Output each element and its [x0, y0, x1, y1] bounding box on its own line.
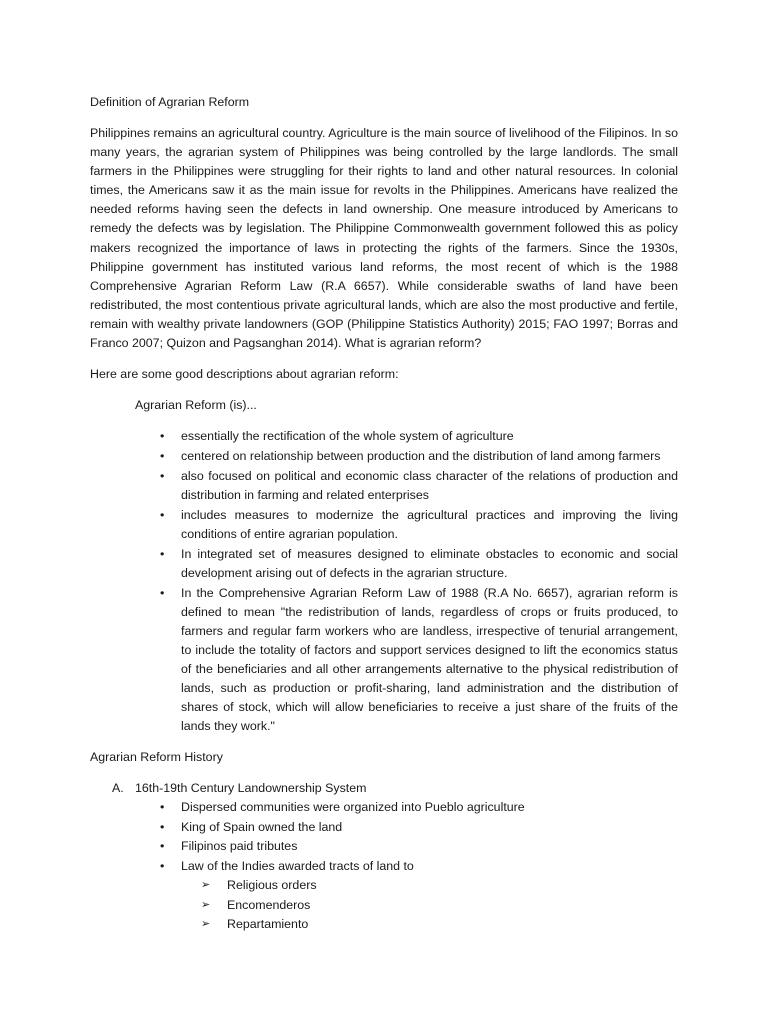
list-item-text: essentially the rectification of the whole system of agriculture	[181, 429, 514, 444]
list-item-text: Law of the Indies awarded tracts of land to	[181, 858, 414, 873]
descriptions-lead: Here are some good descriptions about agrarian reform:	[90, 367, 399, 382]
list-item	[160, 427, 678, 446]
agrarian-reform-is-label: Agrarian Reform (is)...	[135, 398, 257, 413]
history-section-title: Agrarian Reform History	[90, 750, 223, 765]
list-item	[201, 876, 678, 896]
bullet-icon: •	[160, 449, 165, 464]
list-item-text: In the Comprehensive Agrarian Reform Law of 1988 (R.A No. 6657), agrarian reform is defined to mean "the redistribution of lands, regardless of crops or fruits produced, to farmers and regular farm workers who are landless, irrespective of tenurial arrangement, to include the totality of factors and support services designed to lift the economics status of the beneficiaries and all other arrangements alternative to the physical redistribution of lands, such as production or profit-sharing, land administration and the distribution of shares of stock, which will allow beneficiaries to receive a just share of the fruits of the lands they work."	[181, 586, 678, 734]
history-arrow-list	[90, 876, 678, 935]
bullet-icon: •	[160, 547, 165, 562]
bullet-icon: •	[160, 800, 165, 815]
bullet-icon: •	[160, 858, 165, 873]
bullet-icon: •	[160, 469, 165, 484]
document-title: Definition of Agrarian Reform	[90, 95, 250, 109]
bullet-icon: •	[160, 839, 165, 854]
list-item	[160, 506, 678, 544]
list-item	[160, 545, 678, 583]
list-item-text: also focused on political and economic class character of the relations of production and distribution in farming and related enterprises	[181, 469, 678, 503]
list-item-text: Religious orders	[227, 878, 317, 893]
document-body	[90, 93, 678, 935]
bullet-icon: •	[160, 429, 165, 444]
list-item-text: In integrated set of measures designed to eliminate obstacles to economic and social development arising out of defects in the agrarian structure.	[181, 547, 678, 581]
list-item-text: Filipinos paid tributes	[181, 839, 298, 854]
bullet-icon: •	[160, 508, 165, 523]
arrow-bullet-icon: ➢	[201, 879, 211, 892]
list-item	[160, 447, 678, 466]
description-bullet-list	[90, 427, 678, 736]
list-item-text: Dispersed communities were organized into Pueblo agriculture	[181, 800, 525, 815]
arrow-bullet-icon: ➢	[201, 918, 211, 931]
history-item-a	[90, 779, 678, 798]
list-item-text: centered on relationship between production and the distribution of land among farmers	[181, 449, 661, 464]
list-item	[160, 837, 678, 857]
history-bullet-list	[90, 798, 678, 876]
list-item-text: Encomenderos	[227, 897, 311, 912]
list-item-text: Repartamiento	[227, 917, 309, 932]
bullet-icon: •	[160, 586, 165, 601]
history-item-letter: A.	[112, 781, 124, 796]
list-item	[160, 467, 678, 505]
list-item	[201, 915, 678, 935]
list-item	[160, 584, 678, 736]
bullet-icon: •	[160, 819, 165, 834]
list-item-text: King of Spain owned the land	[181, 819, 343, 834]
list-item	[160, 798, 678, 818]
history-item-title: 16th-19th Century Landownership System	[135, 781, 367, 796]
arrow-bullet-icon: ➢	[201, 898, 211, 911]
list-item	[160, 818, 678, 838]
list-item	[201, 896, 678, 916]
list-item	[160, 857, 678, 877]
list-item-text: includes measures to modernize the agricultural practices and improving the living conditions of entire agrarian population.	[181, 508, 678, 542]
intro-paragraph: Philippines remains an agricultural country. Agriculture is the main source of livelihood of the Filipinos. In so many years, the agrarian system of Philippines was being controlled by the large landlords. The small farmers in the Philippines were struggling for their rights to land and other natural resources. In colonial times, the Americans saw it as the main issue for revolts in the Philippines. Americans have realized the needed reforms having seen the defects in land ownership. One measure introduced by Americans to remedy the defects was by legislation. The Philippine Commonwealth government followed this as policy makers recognized the importance of laws in protecting the rights of the farmers. Since the 1930s, Philippine government has instituted various land reforms, the most recent of which is the 1988 Comprehensive Agrarian Reform Law (R.A 6657). While considerable swaths of land have been redistributed, the most contentious private agricultural lands, which are also the most productive and fertile, remain with wealthy private landowners (GOP (Philippine Statistics Authority) 2015; FAO 1997; Borras and Franco 2007; Quizon and Pagsanghan 2014). What is agrarian reform?	[90, 126, 678, 351]
